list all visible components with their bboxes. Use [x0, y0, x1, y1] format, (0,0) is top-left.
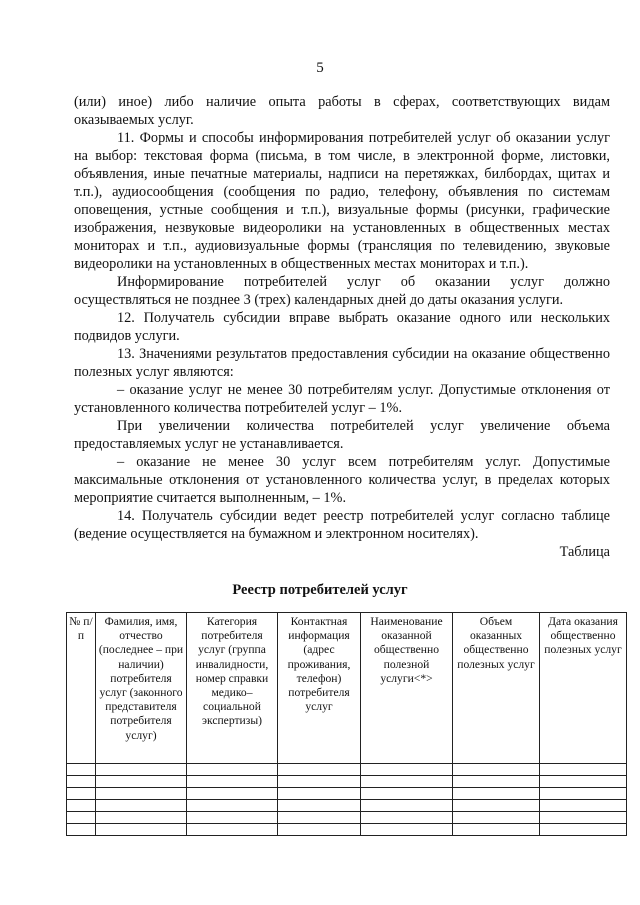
table-cell [187, 764, 278, 776]
table-cell [540, 776, 627, 788]
table-cell [453, 788, 540, 800]
column-header-volume: Объем оказанных общественно полезных услуг [453, 613, 540, 764]
table-cell [67, 776, 96, 788]
table-cell [453, 824, 540, 836]
paragraph: 12. Получатель субсидии вправе выбрать оказание одного или нескольких подвидов услуги. [74, 310, 610, 344]
table-cell [96, 800, 187, 812]
table-cell [278, 812, 361, 824]
table-cell [96, 788, 187, 800]
table-row [67, 824, 627, 836]
table-header-row [67, 613, 627, 764]
table-cell [67, 824, 96, 836]
page-number: 5 [316, 60, 324, 76]
table-cell [96, 764, 187, 776]
table-cell [67, 812, 96, 824]
table-cell [361, 824, 453, 836]
table-title: Реестр потребителей услуг [232, 582, 408, 598]
table-cell [187, 824, 278, 836]
column-header-date: Дата оказания общественно полезных услуг [540, 613, 627, 764]
table-cell [278, 824, 361, 836]
column-header-service-name: Наименование оказанной общественно полезной услуги<*> [361, 613, 453, 764]
table-row [67, 776, 627, 788]
table-cell [453, 800, 540, 812]
table-cell [96, 824, 187, 836]
table-cell [453, 764, 540, 776]
table-body [67, 764, 627, 836]
registry-table [66, 612, 627, 836]
table-cell [540, 800, 627, 812]
table-cell [453, 812, 540, 824]
table-cell [361, 788, 453, 800]
column-header-category: Категория потребителя услуг (группа инвалидности, номер справки медико–социальной экспертизы) [187, 613, 278, 764]
column-header-full-name: Фамилия, имя, отчество (последнее – при наличии) потребителя услуг (законного представителя потребителя услуг) [96, 613, 187, 764]
table-cell [67, 764, 96, 776]
table-cell [361, 812, 453, 824]
table-cell [361, 764, 453, 776]
table-row [67, 764, 627, 776]
document-body [74, 93, 610, 561]
table-cell [96, 812, 187, 824]
paragraph: 14. Получатель субсидии ведет реестр потребителей услуг согласно таблице (ведение осуществляется на бумажном и электронном носителях). [74, 508, 610, 542]
table-cell [96, 776, 187, 788]
paragraph: – оказание услуг не менее 30 потребителям услуг. Допустимые отклонения от установленного количества потребителей услуг – 1%. [74, 382, 610, 416]
table-cell [540, 812, 627, 824]
table-cell [67, 788, 96, 800]
table-cell [278, 764, 361, 776]
table-row [67, 800, 627, 812]
table-cell [187, 812, 278, 824]
table-cell [540, 764, 627, 776]
column-header-contact: Контактная информация (адрес проживания, телефон) потребителя услуг [278, 613, 361, 764]
table-cell [187, 788, 278, 800]
table-row [67, 812, 627, 824]
table-caption: Таблица [559, 544, 610, 560]
table-cell [540, 824, 627, 836]
table-cell [278, 776, 361, 788]
paragraph: (или) иное) либо наличие опыта работы в сферах, соответствующих видам оказываемых услуг. [74, 94, 610, 128]
paragraph: Информирование потребителей услуг об оказании услуг должно осуществляться не позднее 3 (трех) календарных дней до даты оказания услуги. [74, 274, 610, 308]
paragraph: – оказание не менее 30 услуг всем потребителям услуг. Допустимые максимальные отклонения от установленного количества услуг, в пределах которых мероприятие считается выполненным, – 1%. [74, 454, 610, 506]
table-cell [361, 800, 453, 812]
table-row [67, 788, 627, 800]
column-header-number: № п/п [67, 613, 96, 764]
table-cell [278, 800, 361, 812]
table-cell [453, 776, 540, 788]
paragraph: 13. Значениями результатов предоставления субсидии на оказание общественно полезных услуг являются: [74, 346, 610, 380]
table-cell [278, 788, 361, 800]
table-cell [67, 800, 96, 812]
table-cell [540, 788, 627, 800]
paragraph: 11. Формы и способы информирования потребителей услуг об оказании услуг на выбор: текстовая форма (письма, в том числе, в электронной форме, листовки, объявления, иные печатные материалы, надписи на перетяжках, билбордах, щитах и т.п.), аудиосообщения (сообщения по радио, телефону, объявления по системам оповещения, устные сообщения и т.п.), визуальные формы (рисунки, графические изображения, незвуковые видеоролики на установленных в общественных местах мониторах и т.п., аудиовизуальные формы (трансляция по телевидению, звуковые видеоролики на установленных в общественных местах мониторах и т.п.). [74, 130, 610, 272]
table-cell [187, 776, 278, 788]
paragraph: При увеличении количества потребителей услуг увеличение объема предоставляемых услуг не устанавливается. [74, 418, 610, 452]
table-cell [187, 800, 278, 812]
table-cell [361, 776, 453, 788]
